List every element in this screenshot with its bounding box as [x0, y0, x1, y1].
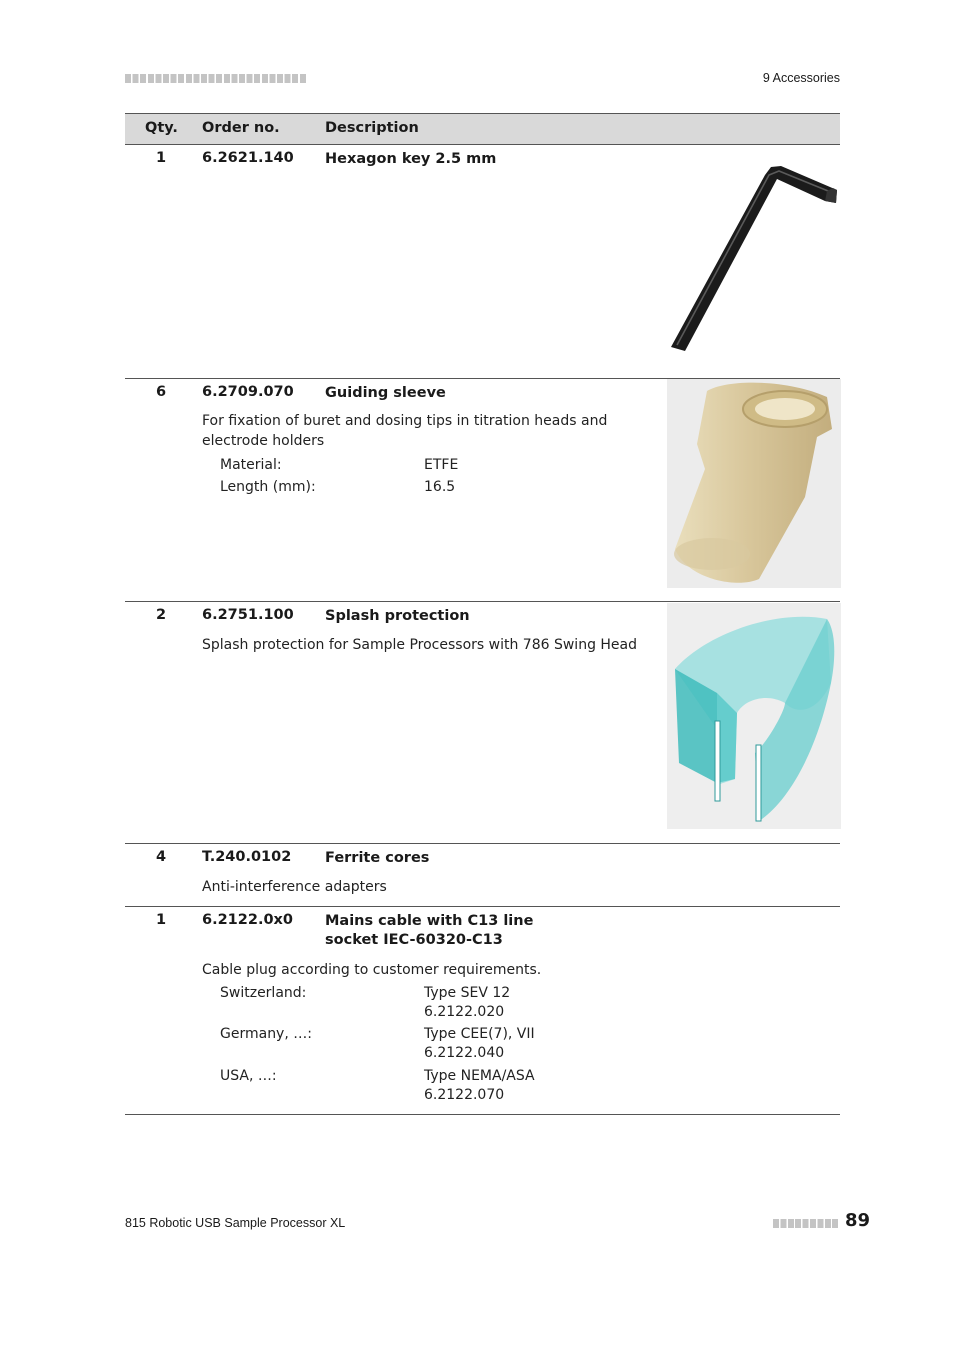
qty-cell: 4: [155, 849, 167, 865]
description-cell: Hexagon key 2.5 mm: [325, 151, 497, 167]
description-cell: Ferrite cores: [325, 850, 430, 866]
spec-value: Type SEV 12: [424, 985, 511, 1001]
table-row: [125, 907, 840, 1115]
spec-value: 6.2122.070: [424, 1087, 505, 1103]
table-row: [125, 844, 840, 907]
table-header: [125, 113, 840, 145]
page-number: 89: [845, 1210, 871, 1231]
spec-label: Switzerland:: [220, 985, 307, 1001]
order-no-cell: 6.2621.140: [202, 150, 294, 166]
splash-protection-image: [667, 603, 841, 829]
order-no-cell: T.240.0102: [202, 849, 292, 865]
order-no-cell: 6.2751.100: [202, 607, 294, 623]
qty-cell: 2: [155, 607, 167, 623]
description-cell: Guiding sleeve: [325, 385, 446, 401]
spec-label: Length (mm):: [220, 479, 316, 495]
description-cell: Mains cable with C13 line socket IEC-60320-C13: [325, 913, 534, 948]
spec-label: USA, …:: [220, 1068, 277, 1084]
hexagon-key-image: [665, 157, 840, 352]
order-no-cell: 6.2122.0x0: [202, 912, 293, 928]
description-text: For fixation of buret and dosing tips in titration heads and electrode holders: [202, 413, 608, 449]
header-decoration: [125, 74, 307, 83]
table-row: [125, 379, 840, 602]
table-row: [125, 145, 840, 379]
description-cell: Splash protection: [325, 608, 470, 624]
spec-value: Type CEE(7), VII: [424, 1026, 535, 1042]
footer-decoration: [773, 1219, 839, 1228]
spec-value: 16.5: [424, 479, 456, 495]
spec-value: Type NEMA/ASA: [424, 1068, 535, 1084]
qty-cell: 1: [155, 912, 167, 928]
qty-cell: 1: [155, 150, 167, 166]
guiding-sleeve-image: [667, 379, 841, 588]
qty-cell: 6: [155, 384, 167, 400]
spec-label: Germany, …:: [220, 1026, 312, 1042]
order-no-cell: 6.2709.070: [202, 384, 294, 400]
description-text: Splash protection for Sample Processors with 786 Swing Head: [202, 637, 638, 653]
spec-value: 6.2122.040: [424, 1045, 505, 1061]
description-text: Anti-interference adapters: [202, 879, 387, 895]
table-row: [125, 602, 840, 844]
accessories-table: [125, 113, 840, 1115]
column-header-description: Description: [325, 120, 419, 136]
footer-document-title: 815 Robotic USB Sample Processor XL: [125, 1216, 346, 1230]
column-header-order-no: Order no.: [202, 120, 280, 136]
spec-label: Material:: [220, 457, 282, 473]
section-title: 9 Accessories: [762, 71, 840, 85]
spec-value: ETFE: [424, 457, 459, 473]
column-header-qty: Qty.: [145, 120, 178, 136]
spec-value: 6.2122.020: [424, 1004, 505, 1020]
description-text: Cable plug according to customer requirements.: [202, 962, 542, 978]
